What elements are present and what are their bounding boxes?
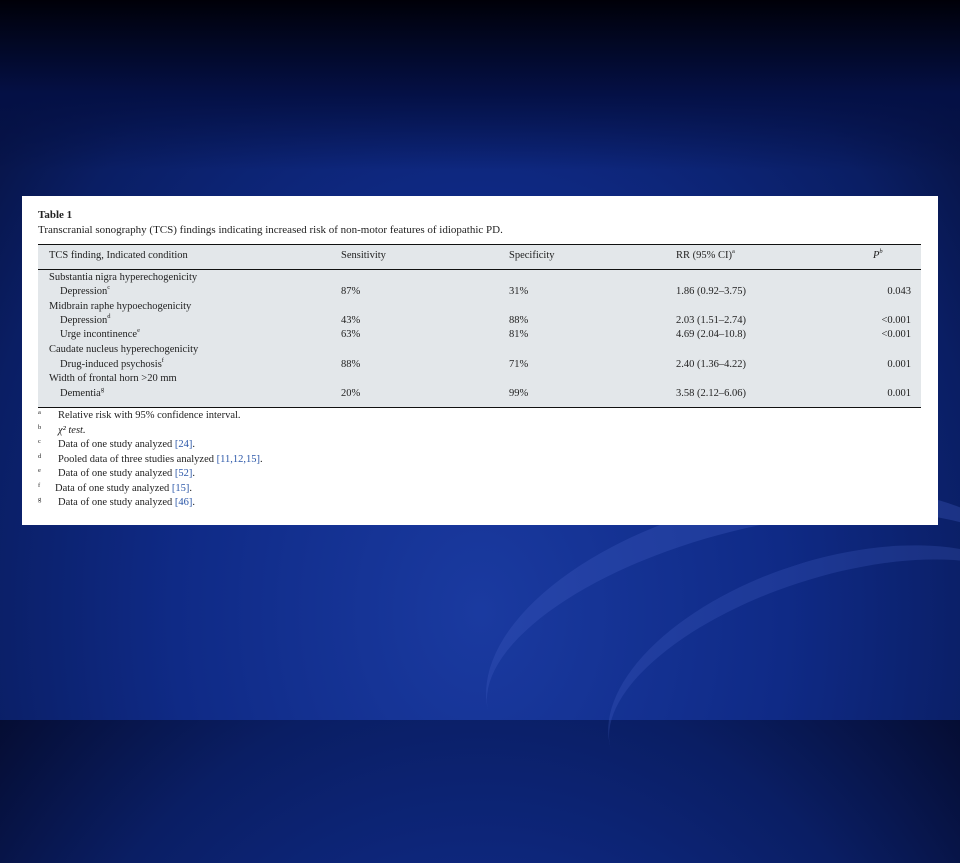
footnote-ref[interactable]: [46]	[174, 497, 193, 508]
footnote-text: Relative risk with 95% confidence interval.	[58, 410, 241, 421]
row-label-text: Depression	[60, 315, 108, 326]
cell-p: 0.001	[887, 359, 911, 370]
row-footnote-mark: d	[107, 313, 111, 320]
footnote: g Data of one study analyzed [46].	[38, 496, 196, 508]
footnote: f Data of one study analyzed [15].	[38, 482, 193, 494]
row-footnote-mark: f	[161, 357, 164, 364]
footnote-text: Data of one study analyzed	[55, 483, 172, 494]
cell-specificity: 81%	[509, 329, 529, 340]
footnote-mark: f	[38, 482, 41, 489]
col-header-rr-text: RR (95% CI)	[676, 250, 732, 261]
cell-specificity: 71%	[509, 359, 529, 370]
footnote-mark: b	[38, 424, 42, 431]
footnote-text: Data of one study analyzed	[58, 439, 175, 450]
data-table	[38, 244, 921, 408]
footnote-mark: c	[38, 438, 41, 445]
footnote-mark: d	[38, 453, 42, 460]
group-label: Width of frontal horn >20 mm	[49, 373, 177, 384]
row-label	[60, 286, 110, 297]
footnote	[38, 410, 241, 421]
cell-rr: 1.86 (0.92–3.75)	[676, 286, 746, 297]
cell-specificity: 88%	[509, 315, 529, 326]
footnote-text: Pooled data of three studies analyzed	[58, 454, 217, 465]
footnote: d Pooled data of three studies analyzed [11,12,15].	[38, 453, 263, 465]
group-label: Midbrain raphe hypoechogenicity	[49, 301, 192, 312]
row-label	[60, 388, 104, 399]
group-label: Caudate nucleus hyperechogenicity	[49, 344, 199, 355]
table-label: Table 1	[38, 209, 73, 221]
footnote-mark: g	[38, 496, 42, 503]
cell-sensitivity: 63%	[341, 329, 361, 340]
footnote-text: Data of one study analyzed	[58, 497, 175, 508]
row-label	[60, 315, 111, 326]
col-header-p	[873, 250, 883, 261]
col-header-rr	[676, 250, 735, 261]
footnote: c Data of one study analyzed [24].	[38, 438, 196, 450]
cell-p: 0.001	[887, 388, 911, 399]
cell-rr: 2.03 (1.51–2.74)	[676, 315, 746, 326]
cell-specificity: 99%	[509, 388, 529, 399]
footnote-mark: e	[38, 467, 41, 474]
cell-sensitivity: 43%	[341, 315, 361, 326]
table-panel	[22, 196, 938, 525]
footnote-ref[interactable]: [11,12,15]	[216, 454, 260, 465]
group-label: Substantia nigra hyperechogenicity	[49, 272, 198, 283]
row-label-text: Depression	[60, 286, 108, 297]
table-caption: Transcranial sonography (TCS) findings indicating increased risk of non-motor features of idiopathic PD.	[38, 224, 503, 236]
row-footnote-mark: c	[107, 284, 111, 291]
footnote-text: Data of one study analyzed	[58, 468, 175, 479]
header-rule	[38, 269, 921, 270]
slide-header-band	[0, 0, 960, 170]
footnote-ref[interactable]: [52]	[174, 468, 193, 479]
footnote: e Data of one study analyzed [52].	[38, 467, 196, 479]
row-label-text: Drug-induced psychosis	[60, 359, 162, 370]
col-header-specificity: Specificity	[509, 250, 555, 261]
col-header-rr-mark: a	[732, 248, 735, 255]
row-label-text: Urge incontinence	[60, 329, 138, 340]
row-label	[60, 359, 164, 370]
col-header-sensitivity: Sensitivity	[341, 250, 386, 261]
footnote-ref[interactable]: [15]	[171, 483, 190, 494]
cell-rr: 2.40 (1.36–4.22)	[676, 359, 746, 370]
row-footnote-mark: e	[137, 327, 140, 334]
footnote-mark: a	[38, 409, 41, 416]
cell-sensitivity: 87%	[341, 286, 361, 297]
row-label	[60, 329, 140, 340]
footnote-ref[interactable]: [24]	[174, 439, 193, 450]
cell-p: <0.001	[881, 315, 911, 326]
footnote-text: χ² test.	[58, 425, 86, 436]
col-header-p-text: P	[873, 250, 880, 261]
cell-sensitivity: 88%	[341, 359, 361, 370]
cell-p: 0.043	[887, 286, 911, 297]
cell-p: <0.001	[881, 329, 911, 340]
row-label-text: Dementia	[60, 388, 101, 399]
cell-rr: 4.69 (2.04–10.8)	[676, 329, 746, 340]
cell-specificity: 31%	[509, 286, 529, 297]
col-header-p-mark: b	[879, 248, 883, 255]
cell-sensitivity: 20%	[341, 388, 361, 399]
row-footnote-mark: g	[100, 386, 105, 393]
cell-rr: 3.58 (2.12–6.06)	[676, 388, 746, 399]
col-header-finding: TCS finding, Indicated condition	[49, 250, 188, 261]
footnote	[38, 425, 86, 436]
